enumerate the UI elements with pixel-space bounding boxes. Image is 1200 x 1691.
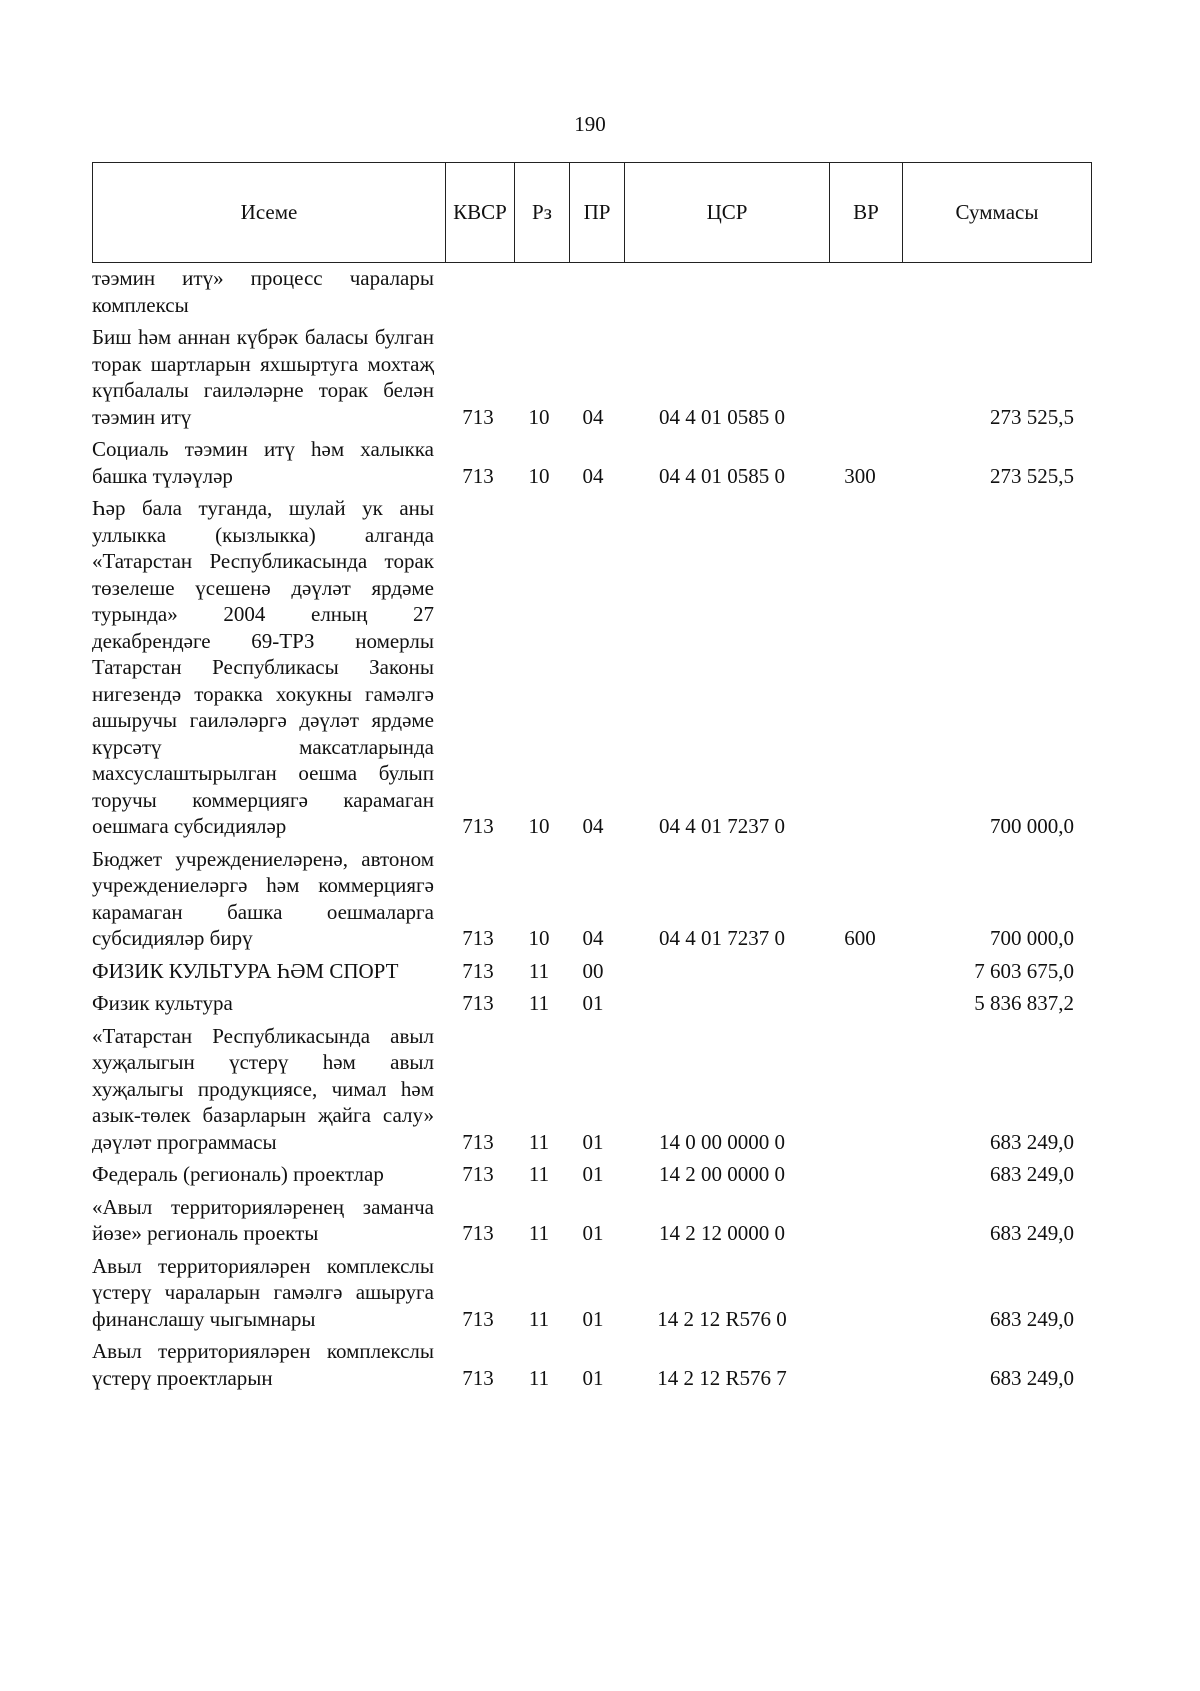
cell-name: Авыл территорияләрен комплекслы үстерү чараларын гамәлгә ашыруга финанслашу чыгымнары — [92, 1253, 434, 1331]
cell-vr — [824, 958, 896, 991]
table-row — [92, 1194, 1084, 1253]
table-row — [92, 1161, 1084, 1194]
cell-name: Биш һәм аннан күбрәк баласы булган торак шартларын яхшыртуга мохтаҗ күпбалалы гаиләләрне торак белән тәэмин итү — [92, 325, 434, 429]
header-csr: ЦСР — [625, 163, 830, 263]
cell-vr — [824, 495, 896, 846]
cell-kvsr: 713 — [462, 814, 494, 838]
cell-kvsr: 713 — [462, 958, 494, 983]
page-number: 190 — [574, 112, 606, 136]
cell-name: «Татарстан Республикасында авыл хуҗалыгын үстерү һәм авыл хуҗалыгы продукциясе, чимал һәм азык-төлек базарларын җайга салу» дәүләт программасы — [92, 1023, 434, 1154]
table-row — [92, 990, 1084, 1023]
cell-csr: 04 4 01 7237 0 — [659, 814, 785, 838]
cell-kvsr: 713 — [462, 1306, 494, 1331]
cell-rz: 11 — [528, 1306, 550, 1331]
cell-name: «Авыл территорияләренең заманча йөзе» региональ проекты — [92, 1194, 434, 1245]
cell-csr: 14 2 00 0000 0 — [659, 1162, 785, 1186]
cell-kvsr: 713 — [462, 1129, 494, 1154]
cell-csr — [620, 265, 824, 324]
table-row — [92, 324, 1084, 436]
cell-name: Авыл территорияләрен комплекслы үстерү проектларын — [92, 1339, 434, 1390]
cell-name: тәэмин итү» процесс чаралары комплексы — [92, 266, 434, 317]
cell-vr: 300 — [844, 463, 876, 488]
cell-csr: 14 2 12 0000 0 — [659, 1221, 785, 1245]
cell-sum: 683 249,0 — [990, 1162, 1074, 1186]
cell-vr — [824, 1194, 896, 1253]
cell-csr: 14 2 12 R576 0 — [657, 1306, 787, 1331]
cell-pr: 01 — [582, 1221, 604, 1245]
cell-kvsr: 713 — [462, 1365, 494, 1390]
cell-pr: 01 — [582, 1129, 604, 1154]
table-row — [92, 1023, 1084, 1162]
cell-csr: 04 4 01 0585 0 — [659, 463, 785, 488]
cell-sum: 7 603 675,0 — [974, 958, 1074, 983]
cell-pr: 04 — [582, 814, 604, 838]
cell-rz: 11 — [528, 1162, 550, 1186]
header-name: Исеме — [93, 163, 446, 263]
cell-vr — [824, 265, 896, 324]
cell-sum: 273 525,5 — [990, 404, 1074, 429]
cell-csr: 14 0 00 0000 0 — [659, 1129, 785, 1154]
cell-rz — [512, 265, 566, 324]
cell-sum: 683 249,0 — [990, 1129, 1074, 1154]
cell-vr — [824, 1161, 896, 1194]
cell-pr: 04 — [582, 926, 604, 950]
table-row — [92, 958, 1084, 991]
table-row — [92, 846, 1084, 958]
cell-pr: 01 — [582, 1306, 604, 1331]
cell-rz: 10 — [528, 404, 550, 429]
cell-rz: 11 — [528, 1221, 550, 1245]
header-kvsr: КВСР — [446, 163, 515, 263]
cell-pr: 01 — [582, 1365, 604, 1390]
cell-name: ФИЗИК КУЛЬТУРА ҺӘМ СПОРТ — [92, 958, 399, 983]
cell-pr: 04 — [582, 404, 604, 429]
cell-csr — [620, 990, 824, 1023]
cell-pr: 04 — [582, 463, 604, 488]
cell-sum: 683 249,0 — [990, 1365, 1074, 1390]
cell-sum: 700 000,0 — [990, 926, 1074, 950]
cell-kvsr: 713 — [462, 991, 494, 1015]
cell-rz: 11 — [528, 991, 550, 1015]
table-row — [92, 436, 1084, 495]
table-row — [92, 265, 1084, 324]
header-rz: Рз — [515, 163, 570, 263]
cell-vr — [824, 1023, 896, 1162]
cell-kvsr: 713 — [462, 1221, 494, 1245]
cell-sum: 5 836 837,2 — [974, 991, 1074, 1015]
cell-rz: 11 — [528, 958, 550, 983]
cell-name: Бюджет учреждениеләренә, автоном учреждениеләргә һәм коммерциягә карамаган башка оешмаларга субсидияләр бирү — [92, 846, 434, 950]
table-row — [92, 495, 1084, 846]
cell-name: Физик культура — [92, 991, 233, 1015]
cell-sum: 683 249,0 — [990, 1306, 1074, 1331]
cell-pr: 01 — [582, 991, 604, 1015]
cell-rz: 11 — [528, 1365, 550, 1390]
header-vr: ВР — [830, 163, 903, 263]
cell-kvsr: 713 — [462, 404, 494, 429]
cell-pr: 00 — [582, 958, 604, 983]
cell-sum: 683 249,0 — [990, 1221, 1074, 1245]
cell-kvsr: 713 — [462, 1162, 494, 1186]
cell-sum: 700 000,0 — [990, 814, 1074, 838]
cell-sum — [896, 265, 1084, 324]
cell-vr — [824, 1253, 896, 1339]
table-header — [92, 162, 1092, 263]
cell-csr: 14 2 12 R576 7 — [657, 1365, 787, 1390]
cell-rz: 10 — [528, 463, 550, 488]
cell-vr — [824, 324, 896, 436]
cell-pr — [566, 265, 620, 324]
cell-csr: 04 4 01 7237 0 — [659, 926, 785, 950]
cell-kvsr — [444, 265, 512, 324]
cell-vr — [824, 990, 896, 1023]
cell-rz: 10 — [528, 814, 550, 838]
cell-kvsr: 713 — [462, 463, 494, 488]
cell-vr: 600 — [844, 926, 876, 950]
cell-csr: 04 4 01 0585 0 — [659, 404, 785, 429]
header-pr: ПР — [570, 163, 625, 263]
table-row — [92, 1253, 1084, 1339]
cell-name: Социаль тәэмин итү һәм халыкка башка түләүләр — [92, 437, 434, 488]
cell-csr — [620, 958, 824, 991]
cell-name: Һәр бала туганда, шулай ук аны уллыкка (кызлыкка) алганда «Татарстан Республикасында торак төзелеше үсешенә дәүләт ярдәме турында» 2004 елның 27 декабрендәге 69-ТРЗ номерлы Татарстан Республикасы Законы нигезендә торакка хокукны гамәлгә ашыручы гаиләләргә дәүләт ярдәме күрсәтү максатларында махсуслаштырылган оешма булып торучы коммерциягә карамаган оешмага субсидияләр — [92, 496, 434, 838]
cell-vr — [824, 1338, 896, 1397]
budget-table — [92, 265, 1084, 1397]
cell-rz: 11 — [528, 1129, 550, 1154]
table-row — [92, 1338, 1084, 1397]
table-body — [92, 265, 1084, 1397]
cell-rz: 10 — [528, 926, 550, 950]
cell-pr: 01 — [582, 1162, 604, 1186]
header-sum: Суммасы — [903, 163, 1092, 263]
cell-kvsr: 713 — [462, 926, 494, 950]
cell-sum: 273 525,5 — [990, 463, 1074, 488]
cell-name: Федераль (региональ) проектлар — [92, 1162, 384, 1186]
